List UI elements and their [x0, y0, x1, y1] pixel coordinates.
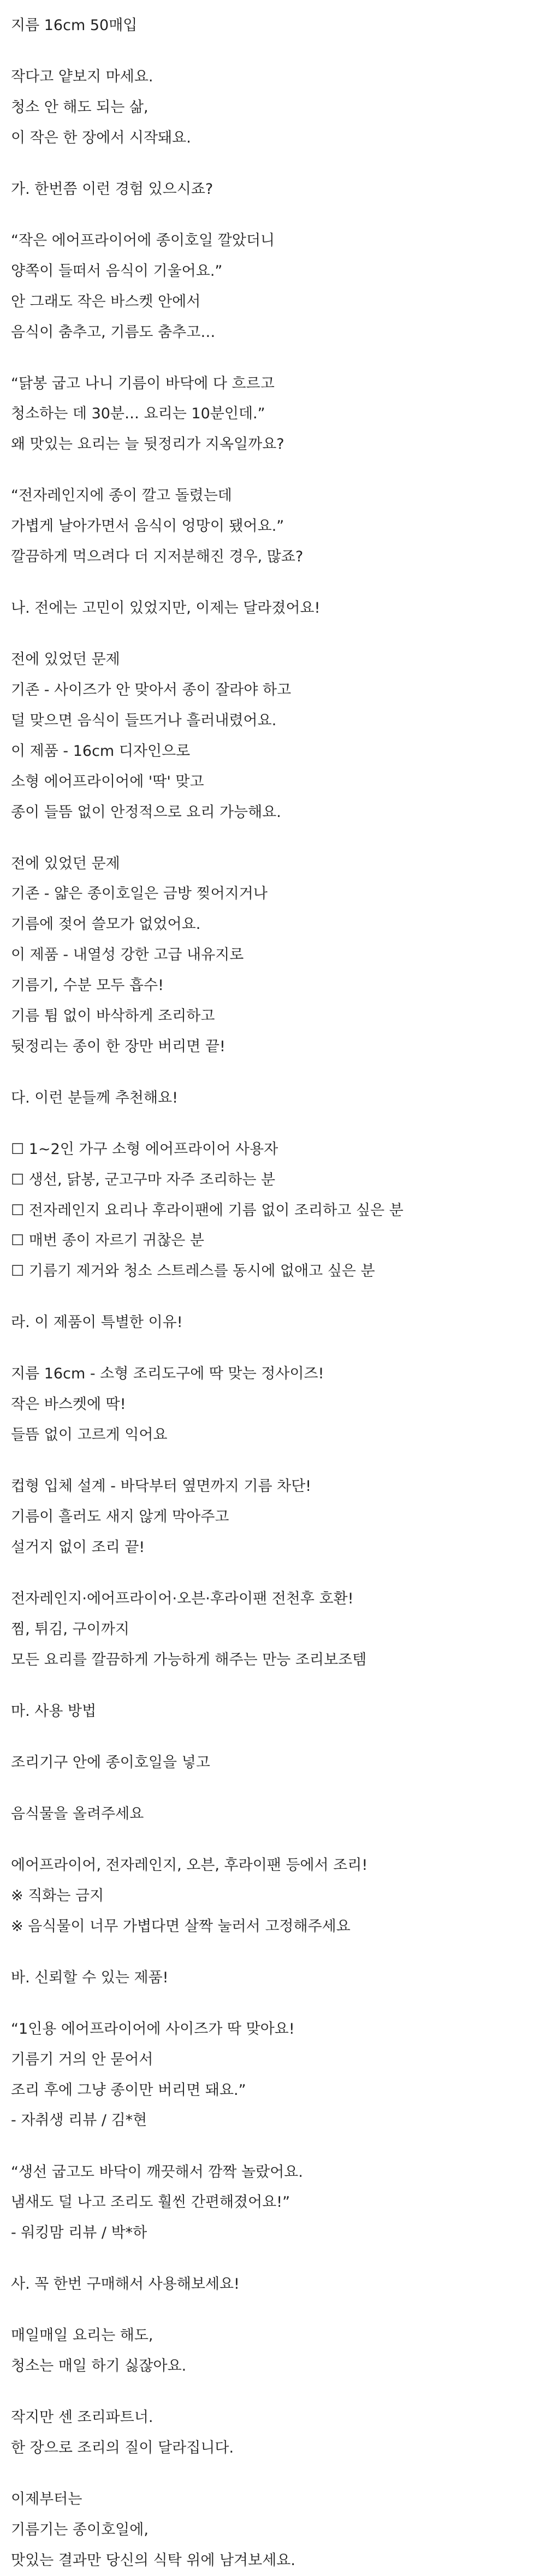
intro-line: 청소 안 해도 되는 삶,: [11, 99, 149, 116]
closing-line: 이제부터는: [11, 2491, 82, 2508]
body-line: 뒷정리는 종이 한 장만 버리면 끝!: [11, 1038, 225, 1055]
intro-line: 작다고 얕보지 마세요.: [11, 68, 153, 85]
body-line: 이 제품 - 16cm 디자인으로: [11, 743, 191, 760]
quote-line: “전자레인지에 종이 깔고 돌렸는데: [11, 487, 232, 504]
body-line: 소형 에어프라이어에 '딱' 맞고: [11, 773, 204, 790]
review-line: 조리 후에 그냥 종이만 버리면 돼요.”: [11, 2082, 246, 2099]
closing-line: 맛있는 결과만 당신의 식탁 위에 남겨보세요.: [11, 2552, 295, 2569]
product-spec-title: 지름 16cm 50매입: [11, 17, 138, 34]
feature-line: 컵형 입체 설계 - 바닥부터 옆면까지 기름 차단!: [11, 1478, 312, 1495]
body-line: 모든 요리를 깔끔하게 가능하게 해주는 만능 조리보조템: [11, 1651, 367, 1668]
section-heading: 바. 신뢰할 수 있는 제품!: [11, 1969, 169, 1986]
closing-line: 청소는 매일 하기 싫잖아요.: [11, 2358, 187, 2374]
body-line: 기름이 흘러도 새지 않게 막아주고: [11, 1508, 229, 1525]
usage-step: 음식물을 올려주세요: [11, 1805, 144, 1822]
body-line: 깔끔하게 먹으려다 더 지저분해진 경우, 많죠?: [11, 548, 304, 565]
body-line: 기름기, 수분 모두 흡수!: [11, 977, 164, 994]
body-line: 음식이 춤추고, 기름도 춤추고…: [11, 324, 216, 341]
quote-line: 가볍게 날아가면서 음식이 엉망이 됐어요.”: [11, 518, 284, 535]
checklist-item: ☐ 전자레인지 요리나 후라이팬에 기름 없이 조리하고 싶은 분: [11, 1202, 403, 1219]
quote-line: “작은 에어프라이어에 종이호일 깔았더니: [11, 232, 275, 249]
section-heading: 가. 한번쯤 이런 경험 있으시죠?: [11, 181, 213, 198]
closing-line: 매일매일 요리는 해도,: [11, 2327, 153, 2344]
review-line: “1인용 에어프라이어에 사이즈가 딱 맞아요!: [11, 2021, 295, 2038]
quote-line: “닭봉 굽고 나니 기름이 바닥에 다 흐르고: [11, 375, 275, 392]
closing-line: 작지만 센 조리파트너.: [11, 2409, 153, 2426]
section-heading: 라. 이 제품이 특별한 이유!: [11, 1314, 183, 1331]
checklist-item: ☐ 1~2인 가구 소형 에어프라이어 사용자: [11, 1141, 278, 1158]
closing-line: 한 장으로 조리의 질이 달라집니다.: [11, 2439, 234, 2456]
section-heading: 다. 이런 분들께 추천해요!: [11, 1089, 178, 1106]
review-author: - 워킹맘 리뷰 / 박*하: [11, 2224, 147, 2241]
review-line: 냄새도 덜 나고 조리도 훨씬 간편해졌어요!”: [11, 2194, 290, 2211]
intro-line: 이 작은 한 장에서 시작돼요.: [11, 129, 191, 146]
body-line: 안 그래도 작은 바스켓 안에서: [11, 293, 201, 310]
body-line: 기존 - 사이즈가 안 맞아서 종이 잘라야 하고: [11, 682, 292, 698]
section-heading: 나. 전에는 고민이 있었지만, 이제는 달라졌어요!: [11, 600, 321, 617]
checklist-item: ☐ 매번 종이 자르기 귀찮은 분: [11, 1232, 205, 1249]
body-line: 종이 들뜸 없이 안정적으로 요리 가능해요.: [11, 804, 281, 821]
body-line: 이 제품 - 내열성 강한 고급 내유지로: [11, 946, 244, 963]
usage-step: 조리기구 안에 종이호일을 넣고: [11, 1754, 210, 1771]
body-line: 작은 바스켓에 딱!: [11, 1396, 126, 1413]
section-heading: 마. 사용 방법: [11, 1703, 97, 1720]
checklist-item: ☐ 기름기 제거와 청소 스트레스를 동시에 없애고 싶은 분: [11, 1263, 375, 1280]
body-line: 왜 맛있는 요리는 늘 뒷정리가 지옥일까요?: [11, 436, 284, 453]
section-heading: 사. 꼭 한번 구매해서 사용해보세요!: [11, 2276, 240, 2293]
body-line: 찜, 튀김, 구이까지: [11, 1621, 129, 1638]
body-line: 기존 - 얇은 종이호일은 금방 찢어지거나: [11, 885, 268, 902]
usage-step: 에어프라이어, 전자레인지, 오븐, 후라이팬 등에서 조리!: [11, 1857, 368, 1874]
closing-line: 기름기는 종이호일에,: [11, 2521, 149, 2538]
body-line: 기름에 젖어 쓸모가 없었어요.: [11, 916, 201, 933]
review-line: 기름기 거의 안 묻어서: [11, 2051, 153, 2068]
review-line: “생선 굽고도 바닥이 깨끗해서 깜짝 놀랐어요.: [11, 2164, 303, 2181]
body-line: 덜 맞으면 음식이 들뜨거나 흘러내렸어요.: [11, 712, 277, 729]
feature-line: 지름 16cm - 소형 조리도구에 딱 맞는 정사이즈!: [11, 1365, 324, 1382]
body-line: 설거지 없이 조리 끝!: [11, 1539, 145, 1556]
feature-line: 전자레인지·에어프라이어·오븐·후라이팬 전천후 호환!: [11, 1590, 354, 1607]
problem-heading: 전에 있었던 문제: [11, 855, 120, 872]
usage-note: ※ 음식물이 너무 가볍다면 살짝 눌러서 고정해주세요: [11, 1918, 351, 1935]
quote-line: 청소하는 데 30분… 요리는 10분인데.”: [11, 405, 265, 422]
problem-heading: 전에 있었던 문제: [11, 651, 120, 668]
review-author: - 자취생 리뷰 / 김*현: [11, 2112, 147, 2129]
usage-note: ※ 직화는 금지: [11, 1887, 104, 1904]
quote-line: 양쪽이 들떠서 음식이 기울어요.”: [11, 263, 223, 280]
body-line: 들뜸 없이 고르게 익어요: [11, 1426, 168, 1443]
checklist-item: ☐ 생선, 닭봉, 군고구마 자주 조리하는 분: [11, 1171, 276, 1188]
body-line: 기름 튐 없이 바삭하게 조리하고: [11, 1008, 215, 1025]
